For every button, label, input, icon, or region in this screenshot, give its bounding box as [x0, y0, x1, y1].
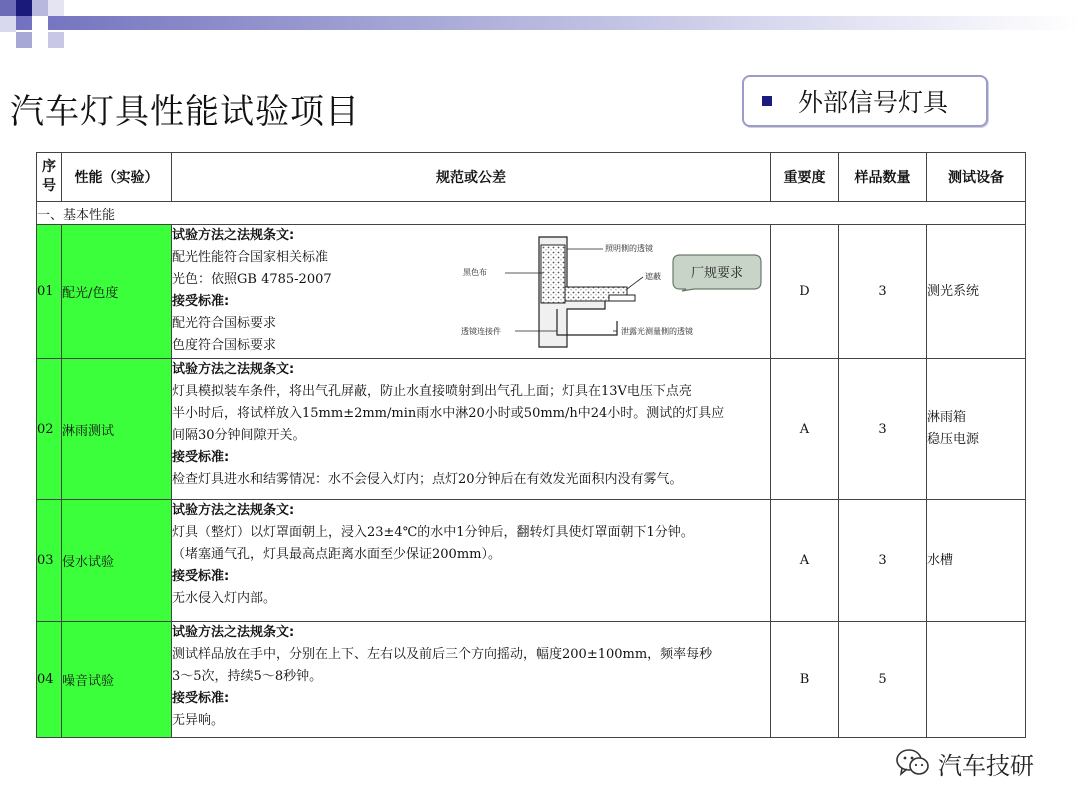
row-spec	[172, 359, 771, 500]
row-item-name: 淋雨测试	[62, 359, 172, 500]
table-row	[37, 500, 1026, 622]
header-decoration	[0, 0, 1080, 48]
method-line: 光色：依照GB 4785-2007	[172, 272, 332, 287]
row-item-name: 配光/色度	[62, 225, 172, 359]
leader-line	[627, 277, 643, 289]
equipment-item: 淋雨箱	[927, 410, 967, 425]
table-row	[37, 359, 1026, 500]
wechat-icon	[896, 748, 930, 778]
section-title: 一、基本性能	[37, 202, 1026, 225]
accept-line: 色度符合国标要求	[172, 338, 277, 353]
decor-square	[16, 32, 32, 48]
callout-bubble	[672, 254, 762, 292]
row-importance: D	[771, 225, 839, 359]
row-samples: 3	[839, 225, 927, 359]
row-number: 01	[37, 225, 62, 359]
header-gradient-bar	[0, 16, 1080, 30]
decor-square	[0, 0, 16, 16]
row-number: 03	[37, 500, 62, 622]
header-spec: 规范或公差	[172, 153, 771, 202]
row-importance: B	[771, 622, 839, 738]
category-label: 外部信号灯具	[798, 88, 949, 117]
method-line: 间隔30分钟间隙开关。	[172, 428, 306, 443]
table-row	[37, 225, 1026, 359]
row-number: 04	[37, 622, 62, 738]
equipment-item: 水槽	[927, 552, 954, 568]
watermark	[896, 745, 1056, 781]
accept-heading: 接受标准:	[172, 450, 230, 465]
decor-square	[48, 0, 64, 16]
decor-square	[48, 32, 64, 48]
diagram-label: 黑色布	[463, 268, 487, 277]
decor-square	[0, 16, 16, 32]
header-item: 性能（实验）	[62, 153, 172, 202]
row-importance: A	[771, 500, 839, 622]
equipment-item: 稳压电源	[927, 432, 980, 447]
decor-square	[16, 0, 32, 16]
row-equipment	[927, 225, 1026, 359]
accept-line: 无异响。	[172, 713, 225, 728]
method-heading: 试验方法之法规条文:	[172, 503, 295, 518]
method-heading: 试验方法之法规条文:	[172, 362, 295, 377]
shield-shape	[609, 295, 635, 301]
callout-text: 厂规要求	[690, 266, 744, 281]
lamp-test-diagram	[457, 231, 767, 355]
diagram-label: 泄露光测量側的透镜	[621, 327, 693, 336]
spec-table	[36, 152, 1026, 738]
row-equipment	[927, 500, 1026, 622]
method-line: 3～5次，持续5～8秒钟。	[172, 669, 323, 684]
page-title: 汽车灯具性能试验项目	[10, 92, 360, 132]
decor-square	[32, 16, 48, 32]
header-sample-count: 样品数量	[839, 153, 927, 202]
row-number: 02	[37, 359, 62, 500]
method-line: 灯具（整灯）以灯罩面朝上，浸入23±4℃的水中1分钟后，翻转灯具使灯罩面朝下1分钟。	[172, 525, 694, 540]
header-importance: 重要度	[771, 153, 839, 202]
watermark-text: 汽车技研	[938, 751, 1034, 780]
method-line: （堵塞通气孔，灯具最高点距离水面至少保证200mm）。	[172, 547, 501, 562]
equipment-item: 测光系统	[927, 283, 980, 299]
square-bullet-icon	[762, 96, 772, 106]
row-equipment	[927, 359, 1026, 500]
table-row	[37, 622, 1026, 738]
row-spec	[172, 500, 771, 622]
method-heading: 试验方法之法规条文:	[172, 228, 295, 243]
accept-line: 配光符合国标要求	[172, 316, 277, 331]
header-seq: 序号	[37, 153, 62, 202]
diagram-label: 照明側的透镜	[605, 244, 653, 253]
row-importance: A	[771, 359, 839, 500]
method-line: 测试样品放在手中，分别在上下、左右以及前后三个方向摇动，幅度200±100mm，频率每秒	[172, 647, 713, 662]
row-equipment	[927, 622, 1026, 738]
lens-shape	[541, 245, 565, 303]
section-row	[37, 202, 1026, 225]
method-line: 半小时后，将试样放入15mm±2mm/min雨水中淋20小时或50mm/h中24小时。测试的灯具应	[172, 406, 725, 421]
table-header-row	[37, 153, 1026, 202]
accept-line: 无水侵入灯内部。	[172, 591, 277, 606]
diagram-label: 透镜连接件	[461, 327, 501, 336]
header-equipment: 测试设备	[927, 153, 1026, 202]
accept-heading: 接受标准:	[172, 691, 230, 706]
diagram-label: 遮蔽	[645, 272, 661, 281]
category-label-box	[742, 75, 988, 127]
row-samples: 5	[839, 622, 927, 738]
row-spec	[172, 622, 771, 738]
accept-line: 检查灯具进水和结雾情况：水不会侵入灯内；点灯20分钟后在有效发光面积内没有雾气。	[172, 472, 683, 487]
method-line: 灯具模拟装车条件，将出气孔屏蔽，防止水直接喷射到出气孔上面；灯具在13V电压下点亮	[172, 384, 692, 399]
row-item-name: 噪音试验	[62, 622, 172, 738]
accept-heading: 接受标准:	[172, 569, 230, 584]
row-samples: 3	[839, 500, 927, 622]
decor-square	[32, 0, 48, 16]
method-heading: 试验方法之法规条文:	[172, 625, 295, 640]
row-samples: 3	[839, 359, 927, 500]
row-item-name: 侵水试验	[62, 500, 172, 622]
method-line: 配光性能符合国家相关标准	[172, 250, 329, 265]
accept-heading: 接受标准:	[172, 294, 230, 309]
